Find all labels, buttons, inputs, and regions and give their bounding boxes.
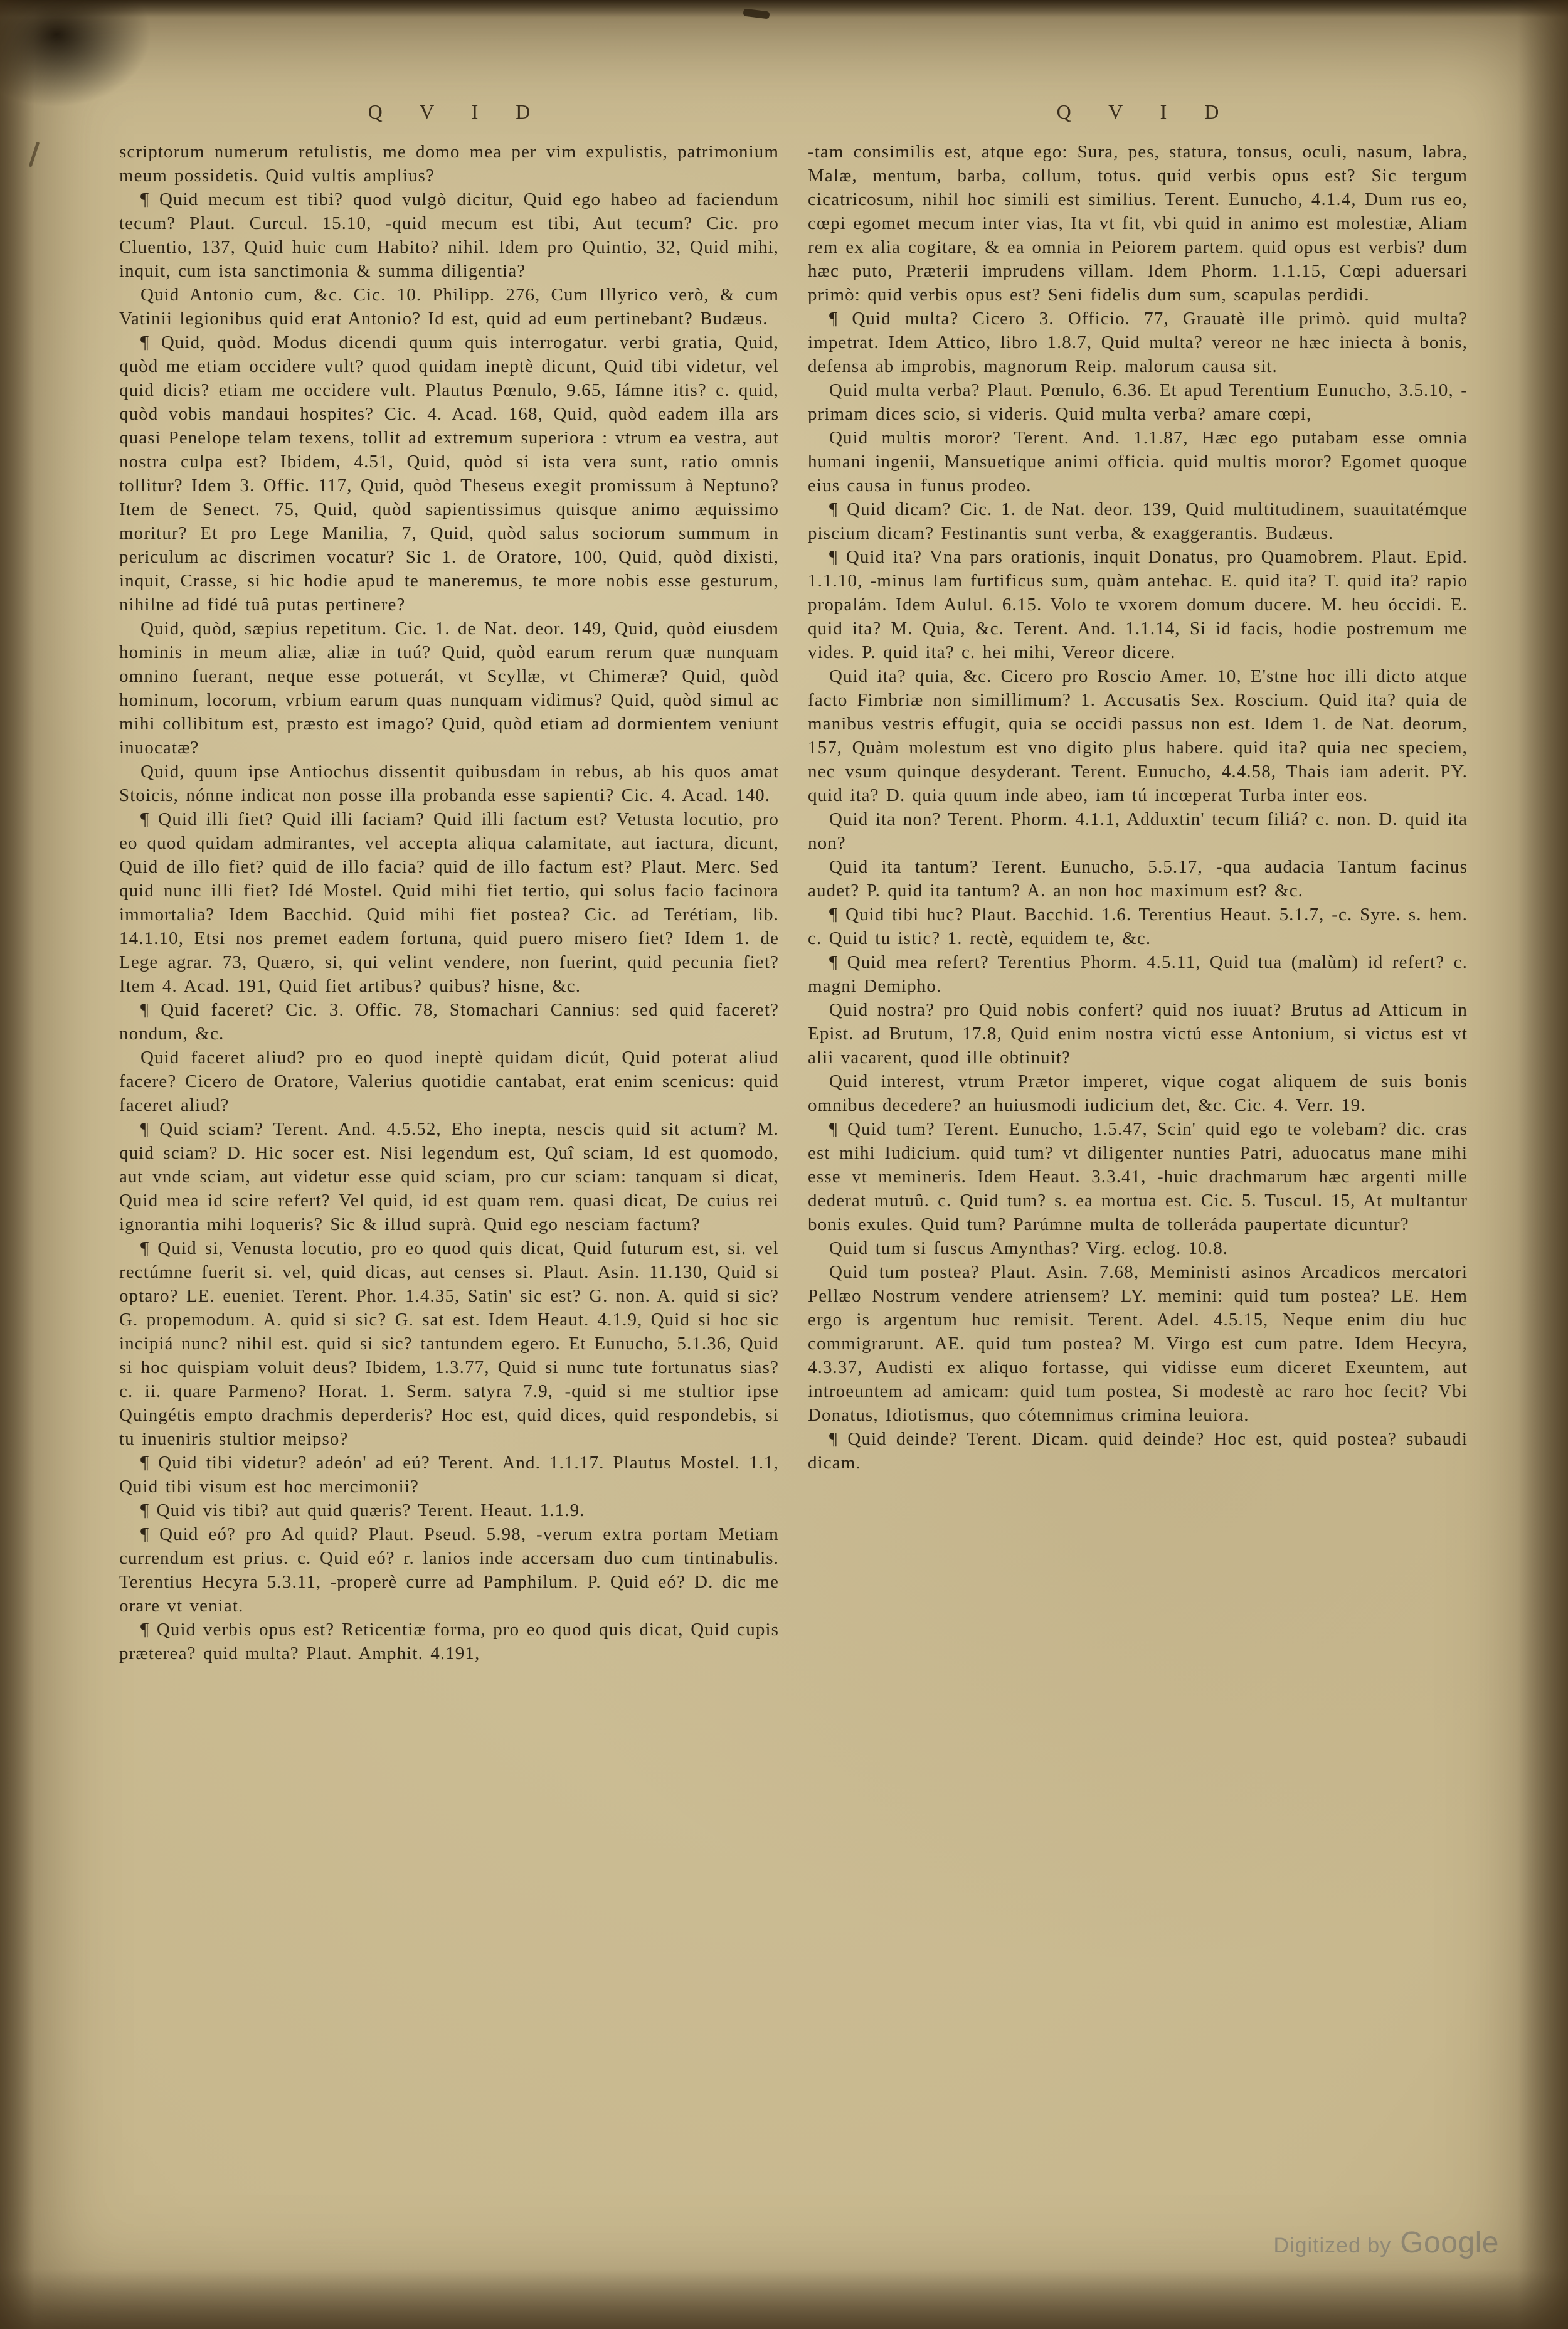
text-paragraph: Quid ita tantum? Terent. Eunucho, 5.5.17, -qua audacia Tantum facinus audet? P. quid ita tantum? A. an non hoc maximum est? &c. — [808, 857, 1468, 901]
scan-edge-bottom — [0, 2269, 1568, 2329]
text-paragraph: Quid ita non? Terent. Phorm. 4.1.1, Adduxtin' tecum filiá? c. non. D. quid ita non? — [808, 809, 1468, 853]
text-paragraph: Quid nostra? pro Quid nobis confert? quid nos iuuat? Brutus ad Atticum in Epist. ad Brutum, 17.8, Quid enim nostra victú esse Antonium, si victus est vt alii vacarent, quod ille obtinuit? — [808, 1000, 1468, 1068]
text-paragraph: ¶ Quid faceret? Cic. 3. Offic. 78, Stomachari Cannius: sed quid faceret? nondum, &c. — [119, 1000, 779, 1044]
text-paragraph: Quid multis moror? Terent. And. 1.1.87, Hæc ego putabam esse omnia humani ingenii, Mansuetique animi officia. quid multis moror? Egomet quoque eius causa in funus prodeo. — [808, 428, 1468, 496]
text-paragraph: Quid, quòd, sæpius repetitum. Cic. 1. de Nat. deor. 149, Quid, quòd eiusdem hominis in meum aliæ, aliæ in tuú? Quid, quòd earum rerum quæ nunquam omnino fuerant, neque esse potuerát, vt Scyllæ, vt Chimeræ? Quid, quòd hominum, locorum, vrbium earum quas nunquam vidimus? Quid, quòd simul ac mihi collibitum est, præsto est imago? Quid, quòd etiam ad dormientem veniunt inuocatæ? — [119, 618, 779, 758]
text-paragraph: Quid ita? quia, &c. Cicero pro Roscio Amer. 10, E'stne hoc illi dicto atque facto Fimbriæ non simillimum? 1. Accusatis Sex. Roscium. Quid ita? quia de manibus vestris effugit, quia se occidi passus non est. Idem 1. de Nat. deorum, 157, Quàm molestum est vno digito plus habere. quid ita? quia nec speciem, nec vsum quinque desyderant. Terent. Eunucho, 4.4.58, Thais iam aderit. PY. quid ita? D. quia quum inde abeo, iam tú incœperat Turba inter eos. — [808, 666, 1468, 805]
google-logo-text: Google — [1400, 2226, 1499, 2259]
text-paragraph: ¶ Quid multa? Cicero 3. Officio. 77, Grauatè ille primò. quid multa? impetrat. Idem Attico, libro 1.8.7, Quid multa? vereor ne hæc iniecta à bonis, defensa ab improbis, magnorum Reip. malorum causa sit. — [808, 309, 1468, 376]
right-column — [808, 100, 1468, 1475]
text-paragraph: ¶ Quid mecum est tibi? quod vulgò dicitur, Quid ego habeo ad faciendum tecum? Plaut. Curcul. 15.10, -quid mecum est tibi, Aut tecum? Cic. pro Cluentio, 137, Quid huic cum Habito? nihil. Idem pro Quintio, 32, Quid mihi, inquit, cum ista sanctimonia & summa diligentia? — [119, 189, 779, 281]
text-paragraph: Quid faceret aliud? pro eo quod ineptè quidam dicút, Quid poterat aliud facere? Cicero de Oratore, Valerius quotidie cantabat, erat enim scenicus: quid faceret aliud? — [119, 1048, 779, 1115]
text-paragraph: ¶ Quid, quòd. Modus dicendi quum quis interrogatur. verbi gratia, Quid, quòd me etiam occidere vult? quod quidam ineptè dicunt, Quid tibi videtur, vel quid dicis? etiam me occidere vult. Plautus Pœnulo, 9.65, Iámne itis? c. quid, quòd vobis mandaui hospites? Cic. 4. Acad. 168, Quid, quòd eadem illa ars quasi Penelope telam texens, tollit ad extremum superiora : vtrum ea vestra, aut nostra culpa est? Ibidem, 4.51, Quid, quòd si ista vera sunt, ratio omnis tollitur? Idem 3. Offic. 117, Quid, quòd Theseus exegit promissum à Neptuno? Item de Senect. 75, Quid, quòd sapientissimus quisque animo æquissimo moritur? Et pro Lege Manilia, 7, Quid, quòd salus sociorum summum in periculum ac discrimen vocatur? Sic 1. de Oratore, 100, Quid, quòd dixisti, inquit, Crasse, si hic hodie apud te maneremus, te more nobis esse gesturum, nihilne ad fidé tuâ putas pertinere? — [119, 332, 779, 615]
text-paragraph: ¶ Quid verbis opus est? Reticentiæ forma, pro eo quod quis dicat, Quid cupis præterea? quid multa? Plaut. Amphit. 4.191, — [119, 1620, 779, 1663]
text-paragraph: ¶ Quid si, Venusta locutio, pro eo quod quis dicat, Quid futurum est, si. vel rectúmne fuerit si. vel, quid dicas, aut censes si. Plaut. Asin. 11.130, Quid si optaro? LE. eueniet. Terent. Phor. 1.4.35, Satin' sic est? G. non. A. quid si sic? G. propemodum. A. quid si sic? G. sat est. Idem Heaut. 4.1.9, Quid si hoc sic incipiá nunc? nihil est. quid si sic? tantundem egero. Et Eunucho, 5.1.36, Quid si hoc quispiam voluit deus? Ibidem, 1.3.77, Quid si nunc tute fortunatus sias? c. ii. quare Parmeno? Horat. 1. Serm. satyra 7.9, -quid si me stultior ipse Quingétis empto drachmis deperderis? Hoc est, quid dices, quid respondebis, si tu inueniris stultior meipso? — [119, 1238, 779, 1449]
scan-edge-top — [0, 0, 1568, 18]
text-paragraph: Quid multa verba? Plaut. Pœnulo, 6.36. Et apud Terentium Eunucho, 3.5.10, -primam dices scio, si videris. Quid multa verba? amare cœpi, — [808, 380, 1468, 424]
text-paragraph: ¶ Quid tibi huc? Plaut. Bacchid. 1.6. Terentius Heaut. 5.1.7, -c. Syre. s. hem. c. Quid tu istic? 1. rectè, equidem te, &c. — [808, 905, 1468, 948]
google-watermark — [1273, 2226, 1499, 2260]
text-paragraph: ¶ Quid dicam? Cic. 1. de Nat. deor. 139, Quid multitudinem, suauitatémque piscium dicam? Festinantis sunt verba, & exaggerantis. Budæus. — [808, 499, 1468, 543]
text-paragraph: scriptorum numerum retulistis, me domo mea per vim expulistis, patrimonium meum possidetis. Quid vultis amplius? — [119, 142, 779, 186]
text-column-left — [119, 140, 779, 1665]
text-paragraph: ¶ Quid deinde? Terent. Dicam. quid deinde? Hoc est, quid postea? subaudi dicam. — [808, 1429, 1468, 1473]
text-paragraph: ¶ Quid tibi videtur? adeón' ad eú? Terent. And. 1.1.17. Plautus Mostel. 1.1, Quid tibi visum est hoc mercimonii? — [119, 1453, 779, 1497]
left-column — [119, 100, 779, 1665]
text-paragraph: ¶ Quid mea refert? Terentius Phorm. 4.5.11, Quid tua (malùm) id refert? c. magni Demipho. — [808, 952, 1468, 996]
text-paragraph: ¶ Quid ita? Vna pars orationis, inquit Donatus, pro Quamobrem. Plaut. Epid. 1.1.10, -minus Iam furtificus sum, quàm antehac. E. quid ita? T. quid ita? rapio propalám. Idem Aulul. 6.15. Volo te vxorem domum ducere. M. heu óccidi. E. quid ita? M. Quia, &c. Terent. And. 1.1.14, Si id facis, hodie postremum me vides. P. quid ita? c. hei mihi, Vereor dicere. — [808, 547, 1468, 662]
text-paragraph: ¶ Quid sciam? Terent. And. 4.5.52, Eho inepta, nescis quid sit actum? M. quid sciam? D. Hic socer est. Nisi legendum est, Quî sciam, Id est quomodo, aut vnde sciam, aut videtur esse quid sciam, pro cur sciam: tanquam si dicat, Quid mea id scire refert? Vel quid, id est quam rem. quasi dicat, De cuius rei ignorantia mihi loqueris? Sic & illud suprà. Quid ego nesciam factum? — [119, 1119, 779, 1234]
text-paragraph: ¶ Quid illi fiet? Quid illi faciam? Quid illi factum est? Vetusta locutio, pro eo quod quidam admirantes, vel accepta aliqua calamitate, aut iactura, dicunt, Quid de illo fiet? quid de illo facia? quid de illo factum est? Plaut. Merc. Sed quid nunc illi fiet? Idé Mostel. Quid mihi fiet tertio, qui solus facio facinora immortalia? Idem Bacchid. Quid mihi fiet postea? Cic. ad Terétiam, lib. 14.1.10, Etsi nos premet eadem fortuna, quid puero misero fiet? Idem 1. de Lege agrar. 73, Quæro, si, qui velint vendere, non fuerint, quid pecunia fiet? Item 4. Acad. 191, Quid fiet artibus? quibus? hisne, &c. — [119, 809, 779, 996]
text-column-right — [808, 140, 1468, 1475]
text-paragraph: Quid tum postea? Plaut. Asin. 7.68, Meministi asinos Arcadicos mercatori Pellæo Nostrum vendere atriensem? LY. memini: quid tum postea? LE. Hem ergo is argentum huc remisit. Terent. Adel. 4.5.15, Neque enim diu huc commigrarunt. AE. quid tum postea? M. Virgo est cum patre. Idem Hecyra, 4.3.37, Audisti ex aliquo fortasse, qui vidisse eum diceret Exeuntem, aut introeuntem ad amicam: quid tum postea, Si modestè ac raro hoc fecit? Vbi Donatus, Idiotismus, quo cótemnimus crimina leuiora. — [808, 1262, 1468, 1425]
text-paragraph: Quid, quum ipse Antiochus dissentit quibusdam in rebus, ab his quos amat Stoicis, nónne indicat non posse illa probanda esse sapienti? Cic. 4. Acad. 140. — [119, 761, 779, 805]
text-paragraph: Quid interest, vtrum Prætor imperet, vique cogat aliquem de suis bonis omnibus decedere? an huiusmodi iudicium det, &c. Cic. 4. Verr. 19. — [808, 1071, 1468, 1115]
running-head-right: Q V I D — [1056, 100, 1236, 123]
text-paragraph: ¶ Quid vis tibi? aut quid quæris? Terent. Heaut. 1.1.9. — [140, 1500, 585, 1520]
text-paragraph: Quid tum si fuscus Amynthas? Virg. eclog. 10.8. — [829, 1238, 1229, 1258]
running-head-left: Q V I D — [368, 100, 547, 123]
text-paragraph: Quid Antonio cum, &c. Cic. 10. Philipp. 276, Cum Illyrico verò, & cum Vatinii legionibus quid erat Antonio? Id est, quid ad eum pertinebant? Budæus. — [119, 285, 779, 329]
text-paragraph: ¶ Quid tum? Terent. Eunucho, 1.5.47, Scin' quid ego te volebam? dic. cras est mihi Iudicium. quid tum? vt diligenter nunties Patri, aduocatus mane mihi esse vt memineris. Idem Heaut. 3.3.41, -huic drachmarum hæc argenti mille dederat mutuû. c. Quid tum? s. ea mortua est. Cic. 5. Tuscul. 15, At multantur bonis exules. Quid tum? Parúmne multa de tolleráda paupertate dicuntur? — [808, 1119, 1468, 1234]
scan-corner-shadow — [0, 0, 151, 107]
scan-edge-left — [0, 0, 34, 2329]
text-paragraph: -tam consimilis est, atque ego: Sura, pes, statura, tonsus, oculi, nasum, labra, Malæ, mentum, barba, collum, totus. quid verbis opus est? Sic tergum cicatricosum, nihil hoc simili est similius. Terent. Eunucho, 4.1.4, Dum rus eo, cœpi egomet mecum inter vias, Ita vt fit, vbi quid in animo est molestiæ, Aliam rem ex alia cogitare, & ea omnia in Peiorem partem. quid opus est verbis? dum hæc puto, Præterii imprudens villam. Idem Phorm. 1.1.15, Cœpi aduersari primò: quid verbis opus est? Seni fidelis dum sum, scapulas perdidi. — [808, 142, 1468, 305]
watermark-prefix-text: Digitized by — [1273, 2234, 1392, 2257]
text-paragraph: ¶ Quid eó? pro Ad quid? Plaut. Pseud. 5.98, -verum extra portam Metiam currendum est prius. c. Quid eó? r. lanios inde accersam duo cum tintinabulis. Terentius Hecyra 5.3.11, -properè curre ad Pamphilum. P. Quid eó? D. dic me orare vt veniat. — [119, 1524, 779, 1616]
scan-edge-right — [1518, 0, 1568, 2329]
